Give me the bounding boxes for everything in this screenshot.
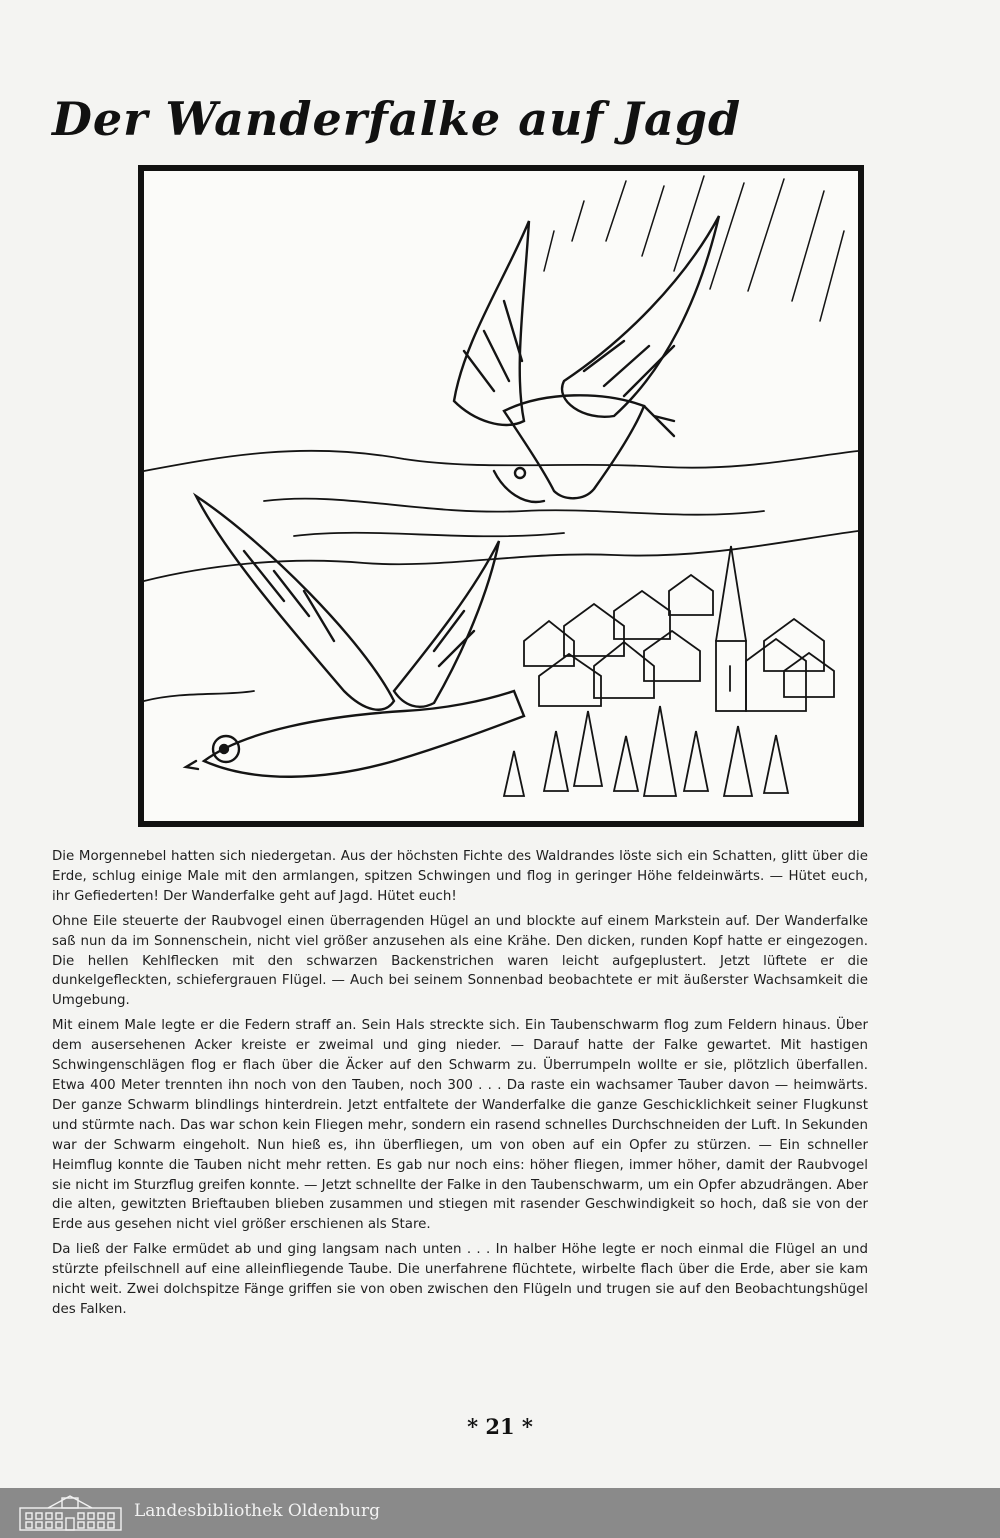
paragraph-2: Ohne Eile steuerte der Raubvogel einen überragenden Hügel an und blockte auf einem Markstein auf. Der Wanderfalke saß nun da im Sonnenschein, nicht viel größer anzusehen als eine Krähe. Den dicken, runden Kopf hatte er eingezogen. Die hellen Kehlflecken mit den schwarzen Backenstrichen waren leicht aufgeplustert. Jetzt lüftete er die dunkelgefleckten, schiefergrauen Flügel. — Auch bei seinem Sonnenbad beobachtete er mit äußerster Wachsamkeit die Umgebung. <box>52 913 868 1009</box>
footer-library-label: Landesbibliothek Oldenburg <box>134 1501 381 1521</box>
library-footer-bar <box>0 1488 1000 1538</box>
paragraph-3: Mit einem Male legte er die Federn straff an. Sein Hals streckte sich. Ein Taubenschwarm flog zum Feldern hinaus. Über dem ausersehenen Acker kreiste er zweimal und ging nieder. — Darauf hatte der Falke gewartet. Mit hastigen Schwingenschlägen flog er flach über die Äcker auf den Schwarm zu. Überrumpeln wollte er sie, plötzlich überfallen. Etwa 400 Meter trennten ihn noch von den Tauben, noch 300 . . . Da raste ein wachsamer Tauber davon — heimwärts. Der ganze Schwarm blindlings hinterdrein. Jetzt entfaltete der Wanderfalke die ganze Geschicklichkeit seiner Flugkunst und stürmte nach. Das war schon kein Fliegen mehr, sondern ein rasend schnelles Durchschneiden der Luft. In Sekunden war der Schwarm eingeholt. Nun hieß es, ihn überfliegen, um von oben auf ein Opfer zu stürzen. — Ein schneller Heimflug konnte die Tauben nicht mehr retten. Es gab nur noch eins: höher fliegen, immer höher, damit der Raubvogel sie nicht im Sturzflug greifen konnte. — Jetzt schnellte der Falke in den Taubenschwarm, um ein Opfer abzudrängen. Aber die alten, gewitzten Brieftauben blieben zusammen und stiegen mit rasender Geschwindigkeit so hoch, daß sie von der Erde aus gesehen nicht viel größer erschienen als Stare. <box>52 1018 869 1233</box>
library-building-icon <box>18 1494 123 1532</box>
page-number: * 21 * <box>467 1414 533 1439</box>
falcon-drawing <box>454 216 719 502</box>
pigeon-drawing <box>186 496 524 777</box>
paragraph-1: Die Morgennebel hatten sich niedergetan. Aus der höchsten Fichte des Waldrandes löste sich ein Schatten, glitt über die Erde, schlug einige Male mit den armlangen, spitzen Schwingen und flog in geringer Höhe feldeinwärts. — Hütet euch, ihr Gefiederten! Der Wanderfalke geht auf Jagd. Hütet euch! <box>52 849 868 904</box>
paragraph-4: Da ließ der Falke ermüdet ab und ging langsam nach unten . . . In halber Höhe legte er noch einmal die Flügel an und stürzte pfeilschnell auf eine alleinfliegende Taube. Die unerfahrene flüchtete, wirbelte flach über die Erde, aber sie kam nicht weit. Zwei dolchspitze Fänge griffen sie von oben zwischen den Flügeln und trugen sie auf den Beobachtungshügel des Falken. <box>52 1242 868 1317</box>
page-title: Der Wanderfalke auf Jagd <box>52 92 742 146</box>
hills <box>144 451 858 701</box>
article-body <box>52 847 868 1325</box>
fir-trees <box>504 706 788 796</box>
falcon-and-pigeon-illustration <box>144 171 858 821</box>
illustration-frame <box>138 165 864 827</box>
village <box>524 546 834 711</box>
